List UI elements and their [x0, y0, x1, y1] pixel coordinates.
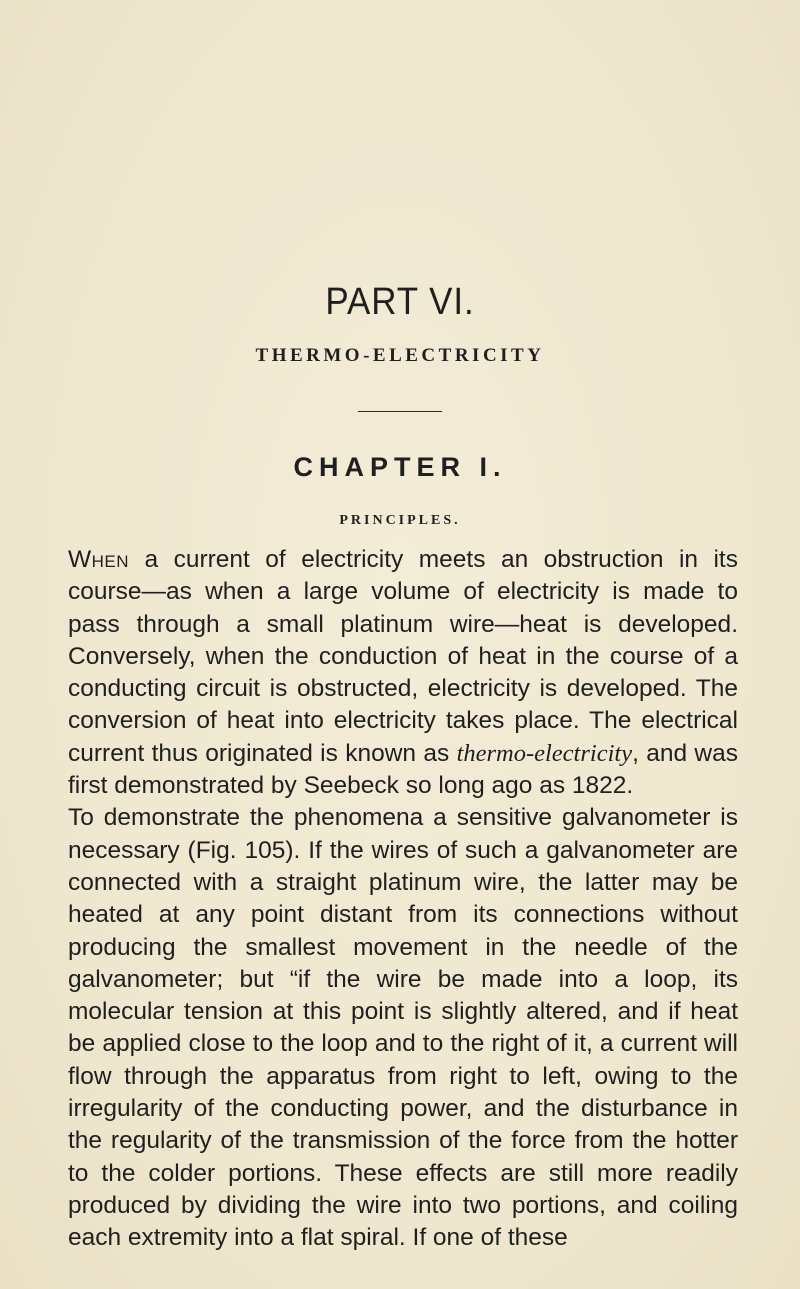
chapter-title: CHAPTER I. — [293, 452, 507, 482]
paragraph-1-text-b: , and was first demonstrated by Seebeck so long ago as 1822. — [68, 739, 738, 800]
section-title: PRINCIPLES. — [339, 513, 461, 528]
part-title: PART VI. — [325, 281, 475, 323]
paragraph-1 — [68, 544, 738, 802]
paragraph-1-term: thermo-electricity — [456, 739, 633, 767]
paragraph-2: To demonstrate the phenomena a sensitive galvanometer is necessary (Fig. 105). If the wires of such a galvanometer are connected with a straight platinum wire, the latter may be heated at any point distant from its connections without producing the smallest movement in the needle of the galvanometer; but “if the wire be made into a loop, its molecular tension at this point is slightly altered, and if heat be applied close to the loop and to the right of it, a current will flow through the apparatus from right to left, owing to the irregularity of the conducting power, and the disturbance in the regularity of the transmission of the force from the hotter to the colder portions. These effects are still more readily produced by dividing the wire into two portions, and coiling each extremity into a flat spiral. If one of these — [68, 804, 738, 1252]
paragraph-lead-word: When — [68, 546, 130, 573]
body-text — [68, 544, 738, 1255]
part-subject: THERMO-ELECTRICITY — [255, 345, 545, 366]
paragraph-1-text-a: a current of electricity meets an obstruction in its course—as when a large volume of electricity is made to pass through a small platinum wire—heat is developed. Conversely, when the conduction of heat in the course of a conducting circuit is obstructed, electricity is developed. The conversion of heat into electricity takes place. The electrical current thus originated is known as — [68, 546, 738, 767]
divider-rule — [358, 411, 442, 412]
